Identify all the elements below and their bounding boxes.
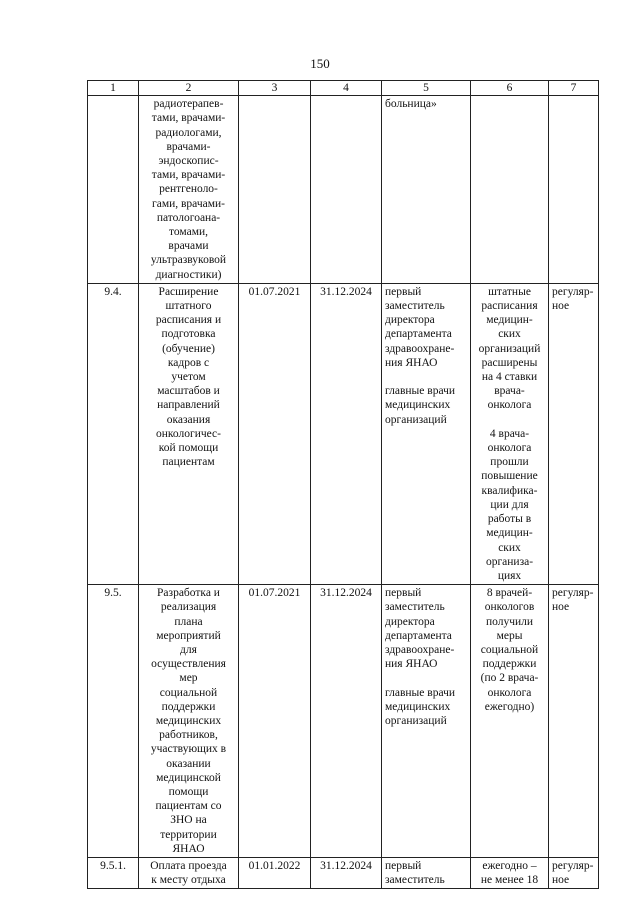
table-row	[88, 585, 599, 858]
type-cell: регуляр- ное	[549, 283, 599, 584]
end-date-cell: 31.12.2024	[311, 283, 382, 584]
start-date-cell: 01.07.2021	[239, 283, 311, 584]
header-col-4: 4	[311, 81, 382, 96]
row-number	[88, 96, 139, 284]
type-cell	[549, 96, 599, 284]
responsible-cell: больница»	[382, 96, 471, 284]
end-date-cell: 31.12.2024	[311, 857, 382, 888]
event-cell: радиотерапев- тами, врачами- радиологами, врачами- эндоскопис- тами, врачами- рентгеноло- гами, врачами- патологоана- томами, врачами ультразвуковой диагностики)	[139, 96, 239, 284]
header-col-5: 5	[382, 81, 471, 96]
start-date-cell	[239, 96, 311, 284]
row-number: 9.4.	[88, 283, 139, 584]
responsible-cell: первый заместитель	[382, 857, 471, 888]
header-col-2: 2	[139, 81, 239, 96]
result-cell: ежегодно – не менее 18	[471, 857, 549, 888]
header-col-1: 1	[88, 81, 139, 96]
type-cell: регуляр- ное	[549, 857, 599, 888]
measures-table	[87, 80, 599, 889]
event-cell: Расширение штатного расписания и подготовка (обучение) кадров с учетом масштабов и направлений оказания онкологичес- кой помощи пациентам	[139, 283, 239, 584]
result-cell	[471, 96, 549, 284]
result-cell: штатные расписания медицин- ских организаций расширены на 4 ставки врача- онколога 4 врача- онколога прошли повышение квалифика- ции для работы в медицин- ских организа- циях	[471, 283, 549, 584]
result-cell: 8 врачей- онкологов получили меры социальной поддержки (по 2 врача- онколога ежегодно)	[471, 585, 549, 858]
header-row	[88, 81, 599, 96]
start-date-cell: 01.07.2021	[239, 585, 311, 858]
header-col-3: 3	[239, 81, 311, 96]
type-cell: регуляр- ное	[549, 585, 599, 858]
end-date-cell: 31.12.2024	[311, 585, 382, 858]
event-cell: Разработка и реализация плана мероприятий для осуществления мер социальной поддержки медицинских работников, участвующих в оказании медицинской помощи пациентам со ЗНО на территории ЯНАО	[139, 585, 239, 858]
page-number: 150	[310, 56, 330, 71]
header-col-6: 6	[471, 81, 549, 96]
table-row	[88, 857, 599, 888]
header-col-7: 7	[549, 81, 599, 96]
row-number: 9.5.1.	[88, 857, 139, 888]
start-date-cell: 01.01.2022	[239, 857, 311, 888]
table-row	[88, 96, 599, 284]
responsible-cell: первый заместитель директора департамента здравоохране- ния ЯНАО главные врачи медицинских организаций	[382, 585, 471, 858]
event-cell: Оплата проезда к месту отдыха	[139, 857, 239, 888]
table-row	[88, 283, 599, 584]
responsible-cell: первый заместитель директора департамента здравоохране- ния ЯНАО главные врачи медицинских организаций	[382, 283, 471, 584]
row-number: 9.5.	[88, 585, 139, 858]
end-date-cell	[311, 96, 382, 284]
